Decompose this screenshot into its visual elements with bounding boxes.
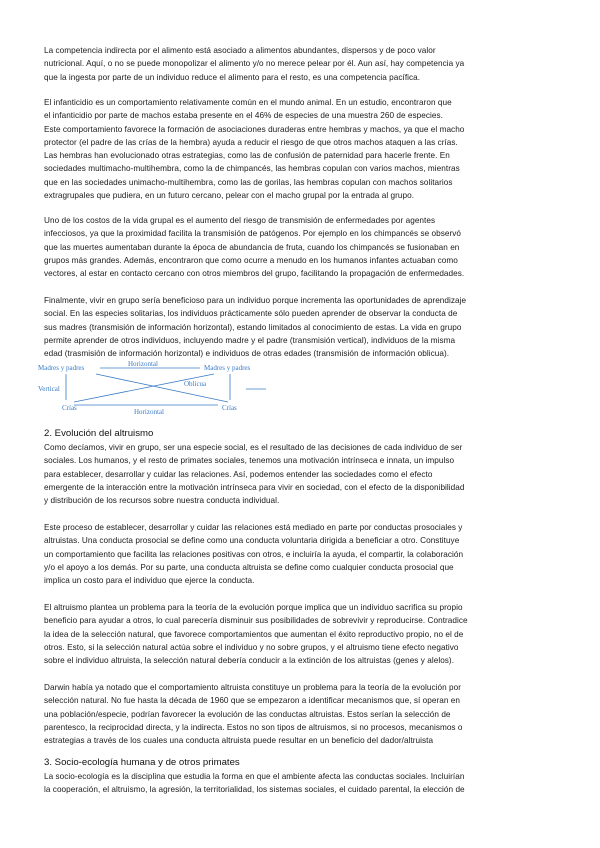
text-line: La socio-ecología es la disciplina que estudia la forma en que el ambiente afecta las conductas sociales. Incluirían: [44, 772, 465, 781]
text-line: un comportamiento que facilita las relaciones positivas con otros, e incluiría la ayuda, el compartir, la colaboración: [44, 549, 464, 559]
text-line: El altruismo plantea un problema para la teoría de la evolución porque implica que un individuo sacrifica su propio: [44, 603, 463, 612]
paragraph-prosocial: [44, 521, 556, 587]
text-line: Como decíamos, vivir en grupo, ser una especie social, es el resultado de las decisiones de cada individuo de ser: [44, 443, 463, 452]
text-line: protector (el padre de las crías de la hembra) ayuda a reducir el riesgo de que otros machos ataquen a las crías.: [44, 137, 458, 147]
oblique-arrow-a: [96, 374, 228, 402]
label-offspring-left: Crías: [62, 404, 77, 412]
text-line: nutricional. Aquí, o no se puede monopolizar el alimento y/o no merece pelear por él. Aun así, hay competencia ya: [44, 59, 465, 69]
paragraph-disease-cost: [44, 214, 556, 280]
oblique-arrow-b: [74, 374, 214, 402]
text-line: la cooperación, el altruismo, la agresión, la territorialidad, los sistemas sociales, el cuidado parental, la elección de: [44, 785, 465, 795]
text-line: Este proceso de establecer, desarrollar y cuidar las relaciones está mediado en parte por conductas prosociales y: [44, 523, 463, 532]
text-line: sociales. Los humanos, y el resto de primates sociales, tenemos una motivación intrínseca e innata, un impulso: [44, 456, 455, 466]
paragraph-infanticide: [44, 96, 556, 202]
text-line: El infanticidio es un comportamiento relativamente común en el mundo animal. En un estudio, encontraron que: [44, 98, 452, 107]
text-line: Las hembras han evolucionado otras estrategias, como las de confusión de paternidad para hacerle frente. En: [44, 151, 450, 161]
label-horizontal-top: Horizontal: [128, 360, 158, 368]
label-offspring-right: Crías: [222, 404, 237, 412]
text-line: que la ingesta por parte de un individuo reduce el alimento para el resto, es una competencia pacífica.: [44, 72, 421, 82]
text-line: La competencia indirecta por el alimento está asociado a alimentos abundantes, dispersos y de poco valor: [44, 46, 436, 55]
text-line: sociedades multimacho-multihembra, como la de chimpancés, las hembras copulan con varios machos, mientras: [44, 164, 460, 174]
paragraph-altruism-problem: [44, 601, 556, 667]
text-line: y distribución de los recursos sobre nuestra conducta individual.: [44, 496, 280, 506]
text-line: Este comportamiento favorece la formación de asociaciones duraderas entre hembras y machos, ya que el macho: [44, 124, 465, 134]
text-line: la idea de la selección natural, que favorece comportamientos que aumentan el éxito reproductivo propio, no el de: [44, 629, 464, 639]
text-line: Uno de los costos de la vida grupal es el aumento del riesgo de transmisión de enfermedades por agentes: [44, 216, 436, 225]
label-parents-left: Madres y padres: [38, 364, 85, 372]
text-line: altruistas. Una conducta prosocial se define como una conducta voluntaria dirigida a beneficiar a otro. Constituye: [44, 536, 460, 546]
text-line: una población/especie, podrían favorecer la evolución de las conductas altruistas. Estos serían la selección de: [44, 709, 451, 719]
paragraph-social-motivation: [44, 441, 556, 507]
text-line: emergente de la interacción entre la motivación intrínseca para vivir en sociedad, con el efecto de la disponibilidad: [44, 482, 465, 492]
text-line: selección natural. No fue hasta la década de 1960 que se empezaron a identificar mecanismos que, sí operan en: [44, 696, 460, 706]
label-vertical: Vertical: [38, 385, 60, 393]
text-line: Finalmente, vivir en grupo sería beneficioso para un individuo porque incrementa las oportunidades de aprendizaje: [44, 296, 467, 305]
text-line: infecciosos, ya que la proximidad facilita la transmisión de patógenos. Por ejemplo en los chimpancés se observó: [44, 229, 462, 239]
text-line: y/o el apoyo a los demás. Por su parte, una conducta altruista se define como cualquier conducta prosocial que: [44, 562, 454, 572]
paragraph-socioecology: [44, 770, 556, 797]
text-line: que en las sociedades unimacho-multihembra, como las de gorilas, las hembras copulan con machos solitarios: [44, 177, 453, 187]
text-line: implica un costo para el individuo que ejerce la conducta.: [44, 576, 255, 586]
transmission-diagram: [34, 358, 274, 416]
section-heading-socioecology: 3. Socio-ecología humana y de otros primates: [44, 757, 240, 768]
text-line: parentesco, la reciprocidad directa, y la indirecta. Estos no son tipos de altruismos, si no procesos, mecanismos o: [44, 722, 463, 732]
section-heading-altruism: 2. Evolución del altruismo: [44, 428, 154, 439]
paragraph-indirect-competition: [44, 44, 556, 84]
text-line: extragrupales que pudiera, en un futuro cercano, pelear con el macho grupal por la entrada al grupo.: [44, 191, 415, 201]
label-horizontal-bottom: Horizontal: [134, 408, 164, 416]
text-line: el infanticidio por parte de machos estaba presente en el 46% de especies de una muestra 260 de especies.: [44, 111, 443, 121]
text-line: que las muertes aumentaban durante la época de abundancia de fruta, cuando los chimpancés se fusionaban en: [44, 242, 460, 252]
text-line: beneficio para ayudar a otros, lo cual parecería disminuir sus posibilidades de sobrevivir y reproducirse. Contradice: [44, 616, 468, 626]
text-line: sus madres (transmisión de información horizontal), estando limitados al conocimiento de estas. La vida en grupo: [44, 322, 462, 332]
text-line: grupos más grandes. Además, encontraron que como ocurre a menudo en los humanos infantes actuaban como: [44, 255, 458, 265]
text-line: Darwin había ya notado que el comportamiento altruista constituye un problema para la teoría de la evolución por: [44, 683, 462, 692]
paragraph-darwin: [44, 681, 556, 747]
text-line: otros. Esto, si la selección natural actúa sobre el individuo y no sobre grupos, y el altruismo tiene efecto negativo: [44, 642, 459, 652]
text-line: permite aprender de otros individuos, incluyendo madre y el padre (transmisión vertical), individuos de la misma: [44, 335, 456, 345]
text-line: edad (trasmisión de información horizontal) e individuos de otras edades (transmisión de información oblicua).: [44, 349, 450, 359]
text-line: vectores, al estar en contacto cercano con otros miembros del grupo, facilitando la propagación de enfermedades.: [44, 269, 465, 279]
label-oblique: Oblicua: [184, 380, 207, 388]
paragraph-social-learning: [44, 294, 556, 360]
label-parents-right: Madres y padres: [204, 364, 251, 372]
text-line: social. En las especies solitarias, los individuos prácticamente sólo pueden aprender de observar la conducta de: [44, 309, 458, 319]
text-line: estrategias a través de los cuales una conducta altruista puede resultar en un beneficio del dador/altruista: [44, 736, 434, 746]
text-line: para establecer, desarrollar y cuidar las relaciones. Así, podemos entender las sociedades como el efecto: [44, 469, 433, 479]
text-line: sobre el individuo altruista, la selección natural debería conducir a la extinción de los altruistas (genes y alelos).: [44, 656, 455, 666]
